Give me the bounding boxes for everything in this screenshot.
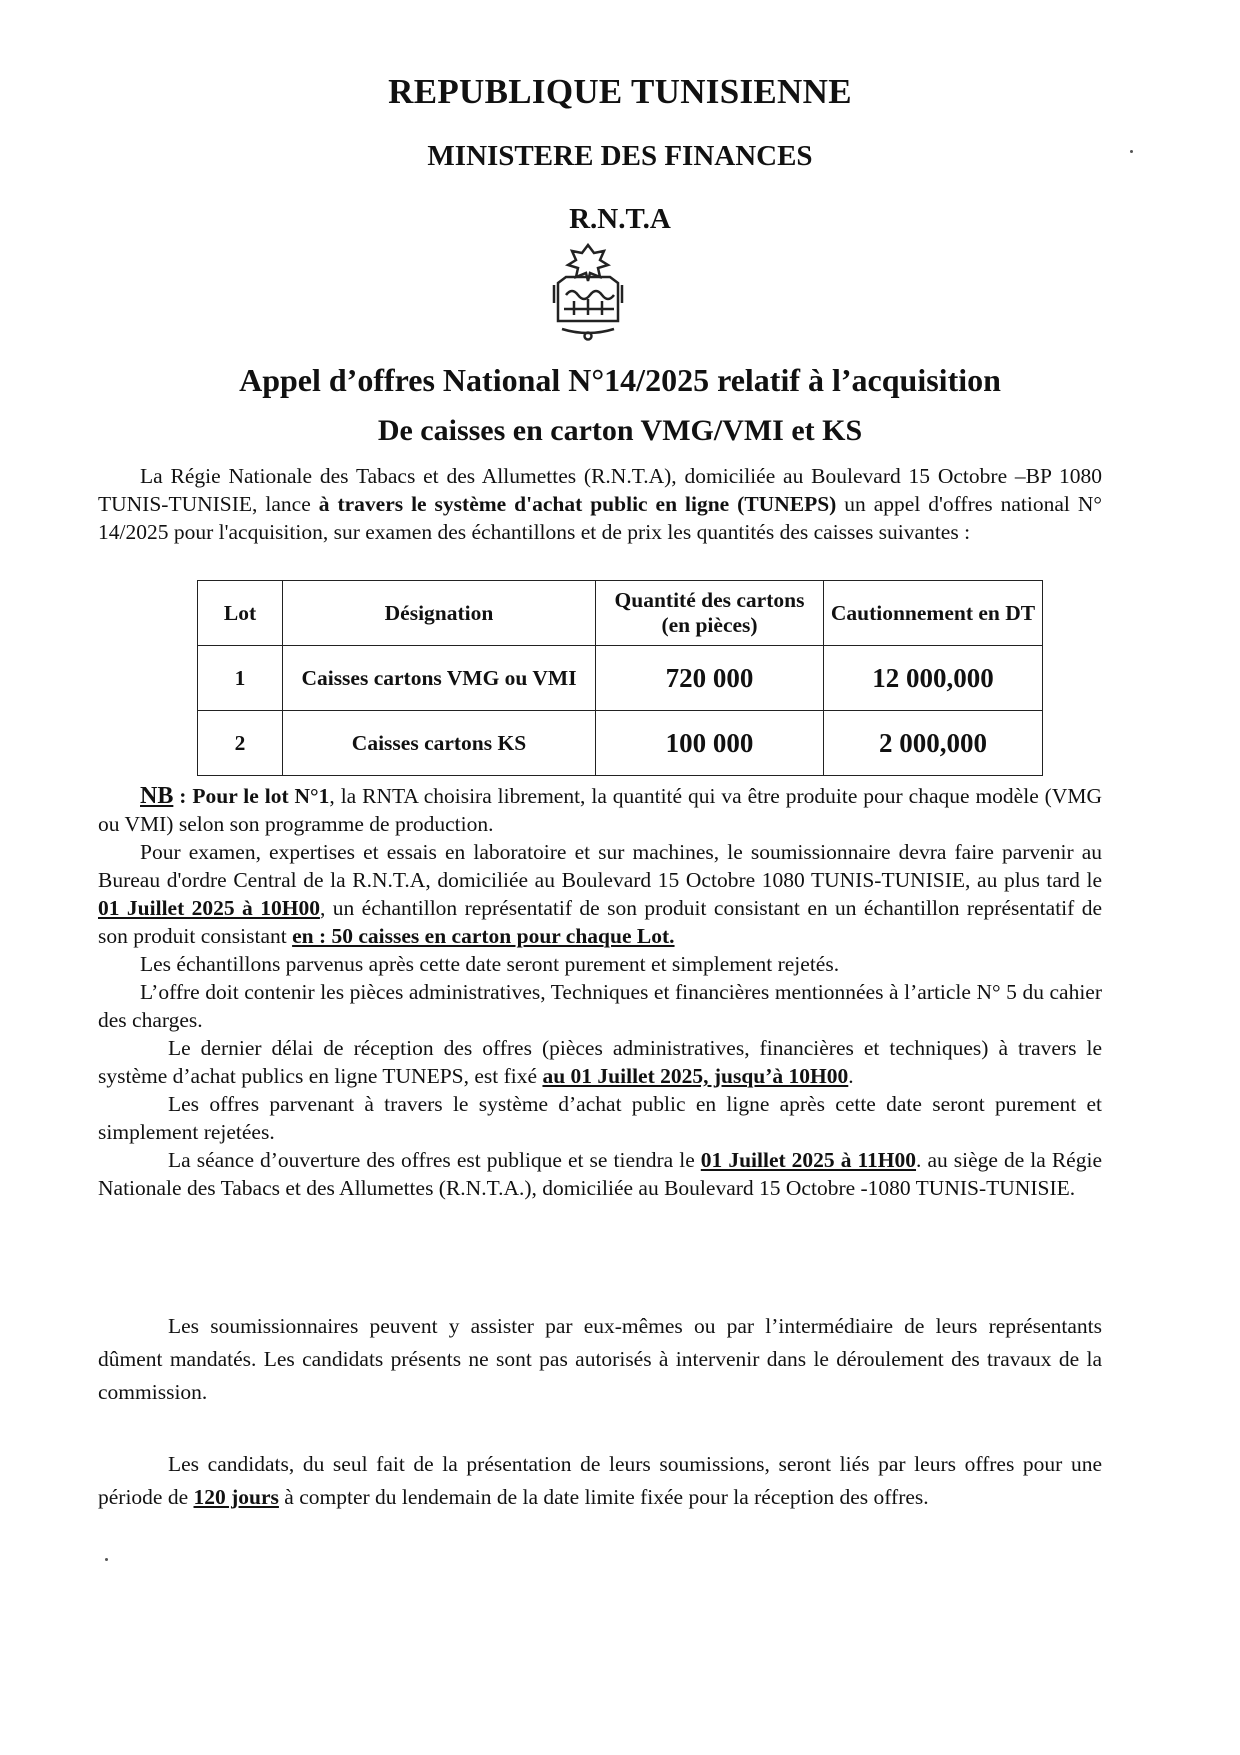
- nb-label: NB: [140, 783, 174, 809]
- validity-paragraph: Les candidats, du seul fait de la présentation de leurs soumissions, seront liés par leurs offres pour une période de 120 jours à compter du lendemain de la date limite fixée pour la réception des offres.: [98, 1452, 1102, 1509]
- late-paragraph: Les offres parvenant à travers le système d’achat public en ligne après cette date seront purement et simplement rejetées.: [98, 1092, 1102, 1144]
- header-lot: Lot: [198, 581, 283, 646]
- lots-table: [197, 580, 1043, 776]
- cell-designation: Caisses cartons VMG ou VMI: [283, 646, 596, 711]
- country-heading: REPUBLIQUE TUNISIENNE: [388, 72, 852, 111]
- rnta-logo: [518, 243, 658, 343]
- nb-paragraph: NB : Pour le lot N°1, la RNTA choisira librement, la quantité qui va être produite pour chaque modèle (VMG ou VMI) selon son programme de production.: [98, 783, 1102, 836]
- agency-heading: R.N.T.A: [569, 203, 671, 235]
- header-quantity: Quantité des cartons (en pièces): [596, 581, 824, 646]
- deadline-paragraph: Le dernier délai de réception des offres (pièces administratives, financières et techniques) à travers le système d’achat publics en ligne TUNEPS, est fixé au 01 Juillet 2025, jusqu’à 10H00.: [98, 1036, 1102, 1088]
- cell-quantity: 720 000: [596, 646, 824, 711]
- opening-paragraph: La séance d’ouverture des offres est publique et se tiendra le 01 Juillet 2025 à 11H00. au siège de la Régie Nationale des Tabacs et des Allumettes (R.N.T.A.), domiciliée au Boulevard 15 Octobre -1080 TUNIS-TUNISIE.: [98, 1148, 1102, 1200]
- table-row: [198, 646, 1043, 711]
- scan-speck: [105, 1558, 108, 1561]
- intro-paragraph: La Régie Nationale des Tabacs et des Allumettes (R.N.T.A), domiciliée au Boulevard 15 Octobre –BP 1080 TUNIS-TUNISIE, lance à travers le système d'achat public en ligne (TUNEPS) un appel d'offres national N° 14/2025 pour l'acquisition, sur examen des échantillons et de prix les quantités des caisses suivantes :: [98, 464, 1102, 544]
- table-header-row: [198, 581, 1043, 646]
- cell-caution: 12 000,000: [824, 646, 1043, 711]
- validity-block: [98, 1448, 1102, 1514]
- tender-title-line1: Appel d’offres National N°14/2025 relatif à l’acquisition: [239, 362, 1001, 398]
- cell-caution: 2 000,000: [824, 711, 1043, 776]
- attendance-paragraph: Les soumissionnaires peuvent y assister par eux-mêmes ou par l’intermédiaire de leurs représentants dûment mandatés. Les candidats présents ne sont pas autorisés à intervenir dans le déroulement des travaux de la commission.: [98, 1314, 1102, 1404]
- body-after-table: [98, 782, 1102, 1202]
- cell-designation: Caisses cartons KS: [283, 711, 596, 776]
- offer-docs-paragraph: L’offre doit contenir les pièces administratives, Techniques et financières mentionnées à l’article N° 5 du cahier des charges.: [98, 980, 1102, 1032]
- table-row: [198, 711, 1043, 776]
- header-designation: Désignation: [283, 581, 596, 646]
- cell-lot: 1: [198, 646, 283, 711]
- ministry-heading: MINISTERE DES FINANCES: [427, 140, 813, 172]
- attendance-block: [98, 1310, 1102, 1409]
- tender-title-line2: De caisses en carton VMG/VMI et KS: [377, 414, 863, 447]
- cell-lot: 2: [198, 711, 283, 776]
- cell-quantity: 100 000: [596, 711, 824, 776]
- scan-speck: [1130, 150, 1133, 153]
- rejected-paragraph: Les échantillons parvenus après cette date seront purement et simplement rejetés.: [140, 952, 840, 976]
- header-caution: Cautionnement en DT: [824, 581, 1043, 646]
- samples-paragraph: Pour examen, expertises et essais en laboratoire et sur machines, le soumissionnaire devra faire parvenir au Bureau d'ordre Central de la R.N.T.A, domiciliée au Boulevard 15 Octobre 1080 TUNIS-TUNISIE, au plus tard le 01 Juillet 2025 à 10H00, un échantillon représentatif de son produit consistant en un échantillon représentatif de son produit consistant en : 50 caisses en carton pour chaque Lot.: [98, 840, 1102, 948]
